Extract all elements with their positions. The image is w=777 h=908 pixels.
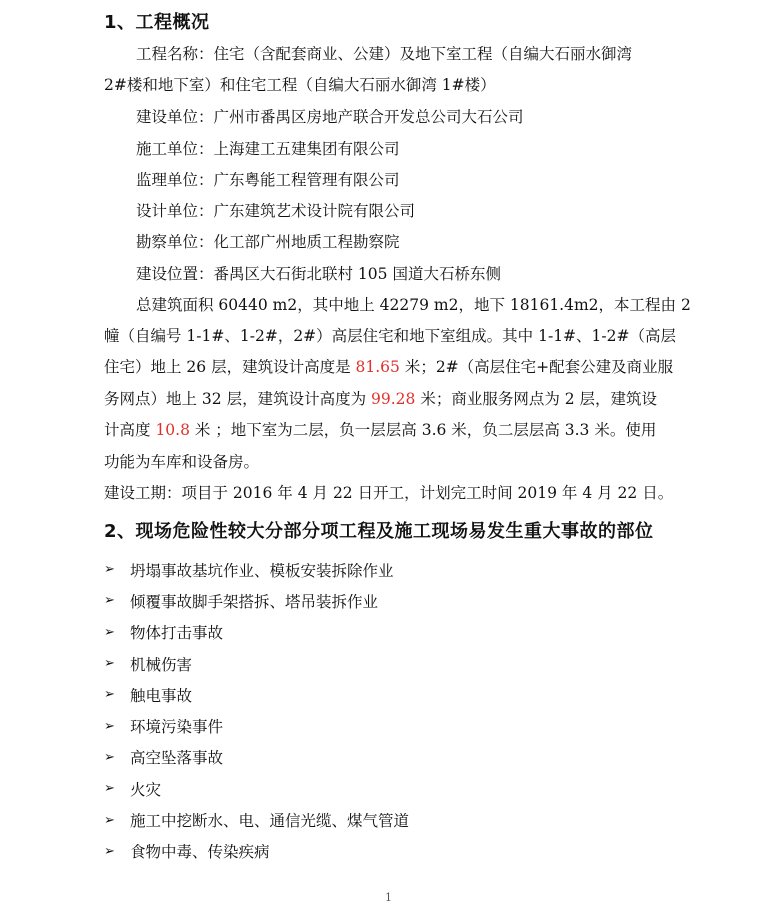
arrow-bullet-icon: ➢ [104,843,115,859]
height-value-81-65: 81.65 [355,358,400,376]
list-item-label: 倾覆事故脚手架搭拆、塔吊装拆作业 [130,592,379,611]
area-paragraph-line-2: 幢（自编号 1-1#、1-2#，2#）高层住宅和地下室组成。其中 1-1#、1-2#（高层 [104,327,676,345]
list-item [104,836,409,867]
list-item [104,585,409,616]
area-paragraph-line-6: 功能为车库和设备房。 [104,453,260,471]
location-line: 建设位置：番禺区大石街北联村 105 国道大石桥东侧 [136,265,501,283]
list-item [104,679,409,710]
list-item [104,804,409,835]
section-2-title: 2、现场危险性较大分部分项工程及施工现场易发生重大事故的部位 [104,521,654,542]
arrow-bullet-icon: ➢ [104,812,115,828]
list-item-label: 环境污染事件 [130,718,224,737]
paragraph-text: 计高度 [104,421,156,439]
arrow-bullet-icon: ➢ [104,781,115,797]
paragraph-text: 米；2#（高层住宅+配套公建及商业服 [399,358,674,376]
arrow-bullet-icon: ➢ [104,624,115,640]
paragraph-text: 米；商业服务网点为 2 层，建筑设 [415,390,658,408]
paragraph-text: 住宅）地上 26 层，建筑设计高度是 [104,358,356,376]
list-item [104,710,409,741]
list-item-label: 机械伤害 [130,655,193,674]
height-value-10-8: 10.8 [155,421,190,439]
list-item-label: 物体打击事故 [130,624,224,643]
area-paragraph-line-5 [104,420,656,440]
list-item-label: 食物中毒、传染疾病 [130,843,270,862]
arrow-bullet-icon: ➢ [104,593,115,609]
schedule-line: 建设工期：项目于 2016 年 4 月 22 日开工，计划完工时间 2019 年 4 月 22 日。 [104,484,674,502]
list-item [104,617,409,648]
supervisor-line: 监理单位：广东粤能工程管理有限公司 [136,171,400,189]
paragraph-text: 米 ；地下室为二层，负一层层高 3.6 米，负二层层高 3.3 米。使用 [189,421,657,439]
contractor-line: 施工单位：上海建工五建集团有限公司 [136,140,400,158]
arrow-bullet-icon: ➢ [104,749,115,765]
list-item-label: 火灾 [130,780,162,799]
list-item [104,554,409,585]
arrow-bullet-icon: ➢ [104,562,115,578]
area-paragraph-line-1: 总建筑面积 60440 m2，其中地上 42279 m2，地下 18161.4m2，本工程由 2 [136,296,691,314]
owner-line: 建设单位：广州市番禺区房地产联合开发总公司大石公司 [136,108,524,126]
project-name-line-2: 2#楼和地下室）和住宅工程（自编大石丽水御湾 1#楼） [104,76,496,94]
list-item-label: 触电事故 [130,686,193,705]
list-item [104,773,409,804]
list-item-label: 坍塌事故基坑作业、模板安装拆除作业 [130,561,394,580]
area-paragraph-line-4 [104,389,657,409]
list-item [104,742,409,773]
page-number: 1 [385,891,392,904]
list-item-label: 高空坠落事故 [130,749,224,768]
hazard-list [104,554,409,867]
height-value-99-28: 99.28 [371,390,416,408]
paragraph-text: 务网点）地上 32 层，建筑设计高度为 [104,390,372,408]
list-item-label: 施工中挖断水、电、通信光缆、煤气管道 [130,812,410,831]
project-name-line-1: 工程名称：住宅（含配套商业、公建）及地下室工程（自编大石丽水御湾 [136,45,633,63]
area-paragraph-line-3 [104,357,673,377]
arrow-bullet-icon: ➢ [104,687,115,703]
arrow-bullet-icon: ➢ [104,718,115,734]
surveyor-line: 勘察单位：化工部广州地质工程勘察院 [136,233,400,251]
designer-line: 设计单位：广东建筑艺术设计院有限公司 [136,202,416,220]
arrow-bullet-icon: ➢ [104,656,115,672]
section-1-title: 1、工程概况 [104,12,210,33]
list-item [104,648,409,679]
